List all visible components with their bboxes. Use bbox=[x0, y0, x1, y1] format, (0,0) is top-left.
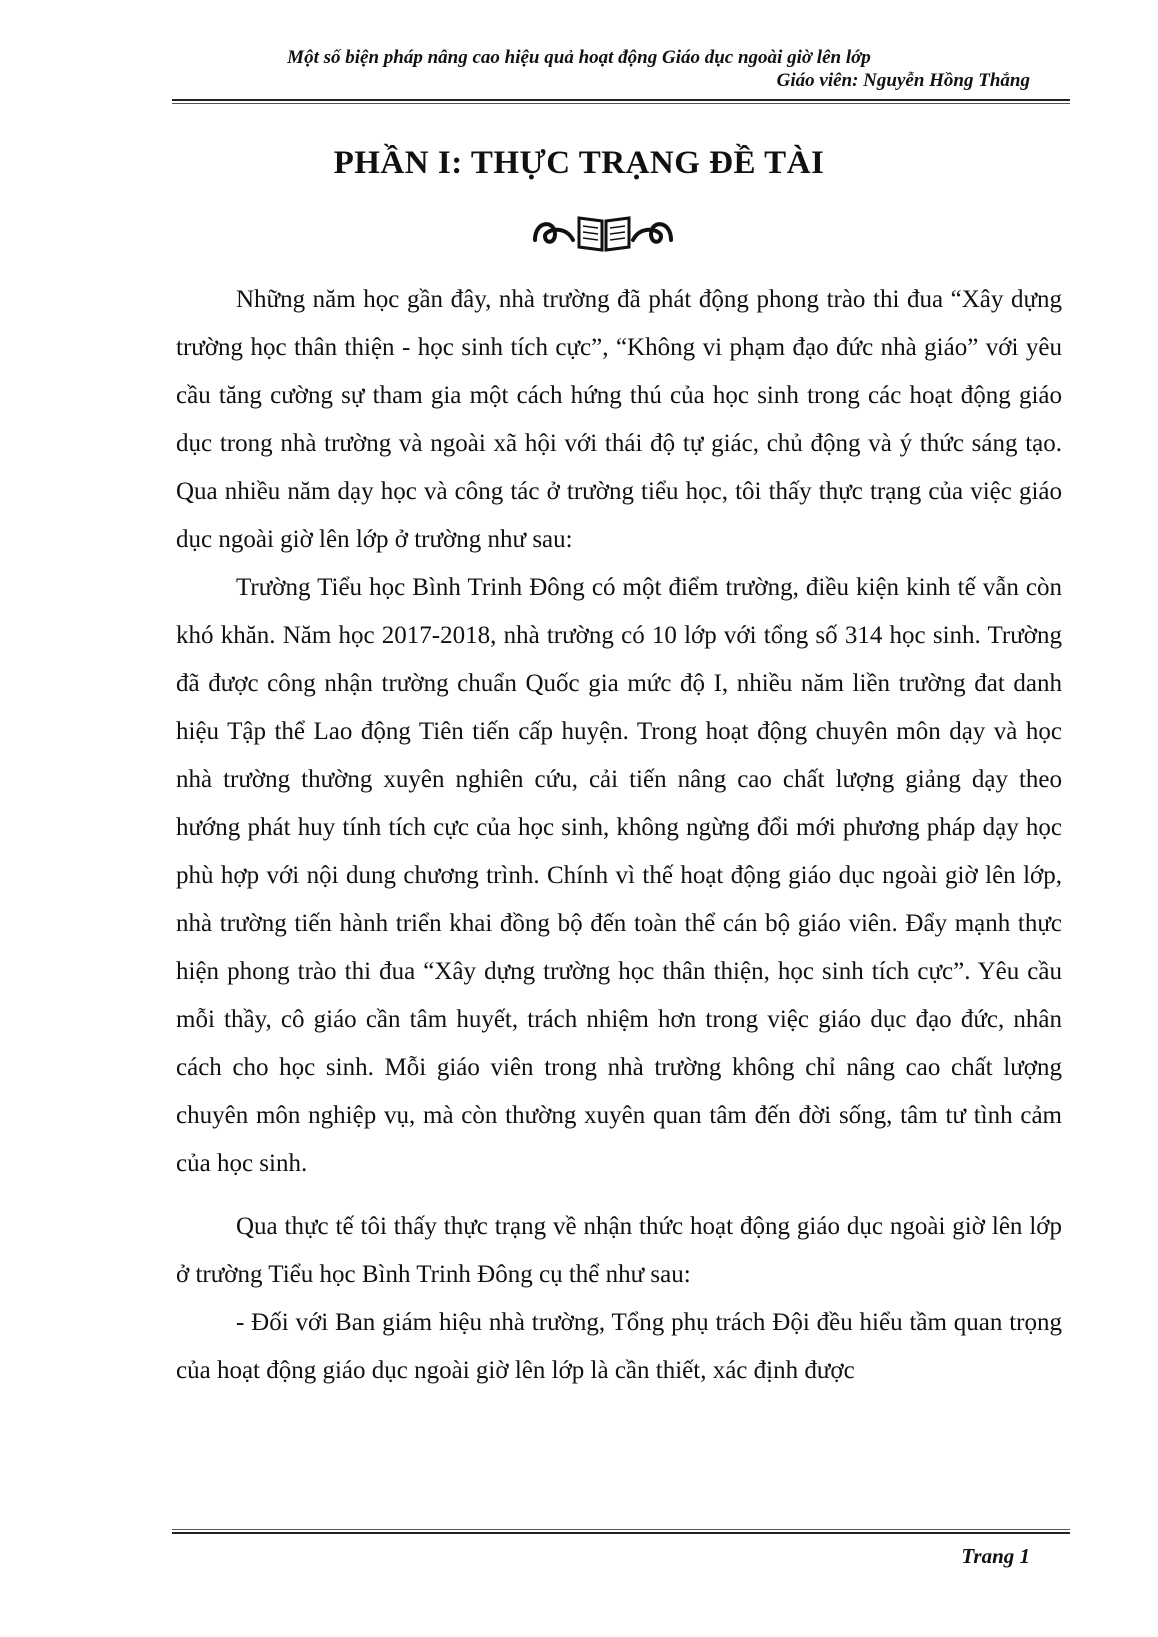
paragraph-leadership: - Đối với Ban giám hiệu nhà trường, Tổng phụ trách Đội đều hiểu tầm quan trọng của hoạt động giáo dục ngoài giờ lên lớp là cần thiết, xác định được bbox=[176, 1309, 1062, 1384]
page-number: Trang 1 bbox=[961, 1544, 1030, 1568]
running-header-title: Một số biện pháp nâng cao hiệu quả hoạt động Giáo dục ngoài giờ lên lớp bbox=[287, 47, 871, 68]
running-header-author: Giáo viên: Nguyễn Hồng Thắng bbox=[776, 70, 1030, 91]
book-ornament-icon bbox=[529, 210, 679, 254]
paragraph-intro: Những năm học gần đây, nhà trường đã phát động phong trào thi đua “Xây dựng trường học thân thiện - học sinh tích cực”, “Không vi phạm đạo đức nhà giáo” với yêu cầu tăng cường sự tham gia một cách hứng thú của học sinh trong các hoạt động giáo dục trong nhà trường và ngoài xã hội với thái độ tự giác, chủ động và ý thức sáng tạo. Qua nhiều năm dạy học và công tác ở trường tiểu học, tôi thấy thực trạng của việc giáo dục ngoài giờ lên lớp ở trường như sau: bbox=[176, 286, 1062, 553]
section-title: PHẦN I: THỰC TRẠNG ĐỀ TÀI bbox=[333, 145, 825, 181]
document-body bbox=[176, 276, 1062, 1395]
paragraph-reality: Qua thực tế tôi thấy thực trạng về nhận thức hoạt động giáo dục ngoài giờ lên lớp ở trường Tiểu học Bình Trinh Đông cụ thể như sau: bbox=[176, 1213, 1062, 1288]
paragraph-school-context: Trường Tiểu học Bình Trinh Đông có một điểm trường, điều kiện kinh tế vẫn còn khó khăn. Năm học 2017-2018, nhà trường có 10 lớp với tổng số 314 học sinh. Trường đã được công nhận trường chuẩn Quốc gia mức độ I, nhiều năm liền trường đat danh hiệu Tập thể Lao động Tiên tiến cấp huyện. Trong hoạt động chuyên môn dạy và học nhà trường thường xuyên nghiên cứu, cải tiến nâng cao chất lượng giảng dạy theo hướng phát huy tính tích cực của học sinh, không ngừng đổi mới phương pháp dạy học phù hợp với nội dung chương trình. Chính vì thế hoạt động giáo dục ngoài giờ lên lớp, nhà trường tiến hành triển khai đồng bộ đến toàn thể cán bộ giáo viên. Đẩy mạnh thực hiện phong trào thi đua “Xây dựng trường học thân thiện, học sinh tích cực”. Yêu cầu mỗi thầy, cô giáo cần tâm huyết, trách nhiệm hơn trong việc giáo dục đạo đức, nhân cách cho học sinh. Mỗi giáo viên trong nhà trường không chỉ nâng cao chất lượng chuyên môn nghiệp vụ, mà còn thường xuyên quan tâm đến đời sống, tâm tư tình cảm của học sinh. bbox=[176, 574, 1062, 1177]
header-divider bbox=[172, 99, 1070, 104]
footer-divider bbox=[172, 1529, 1070, 1534]
